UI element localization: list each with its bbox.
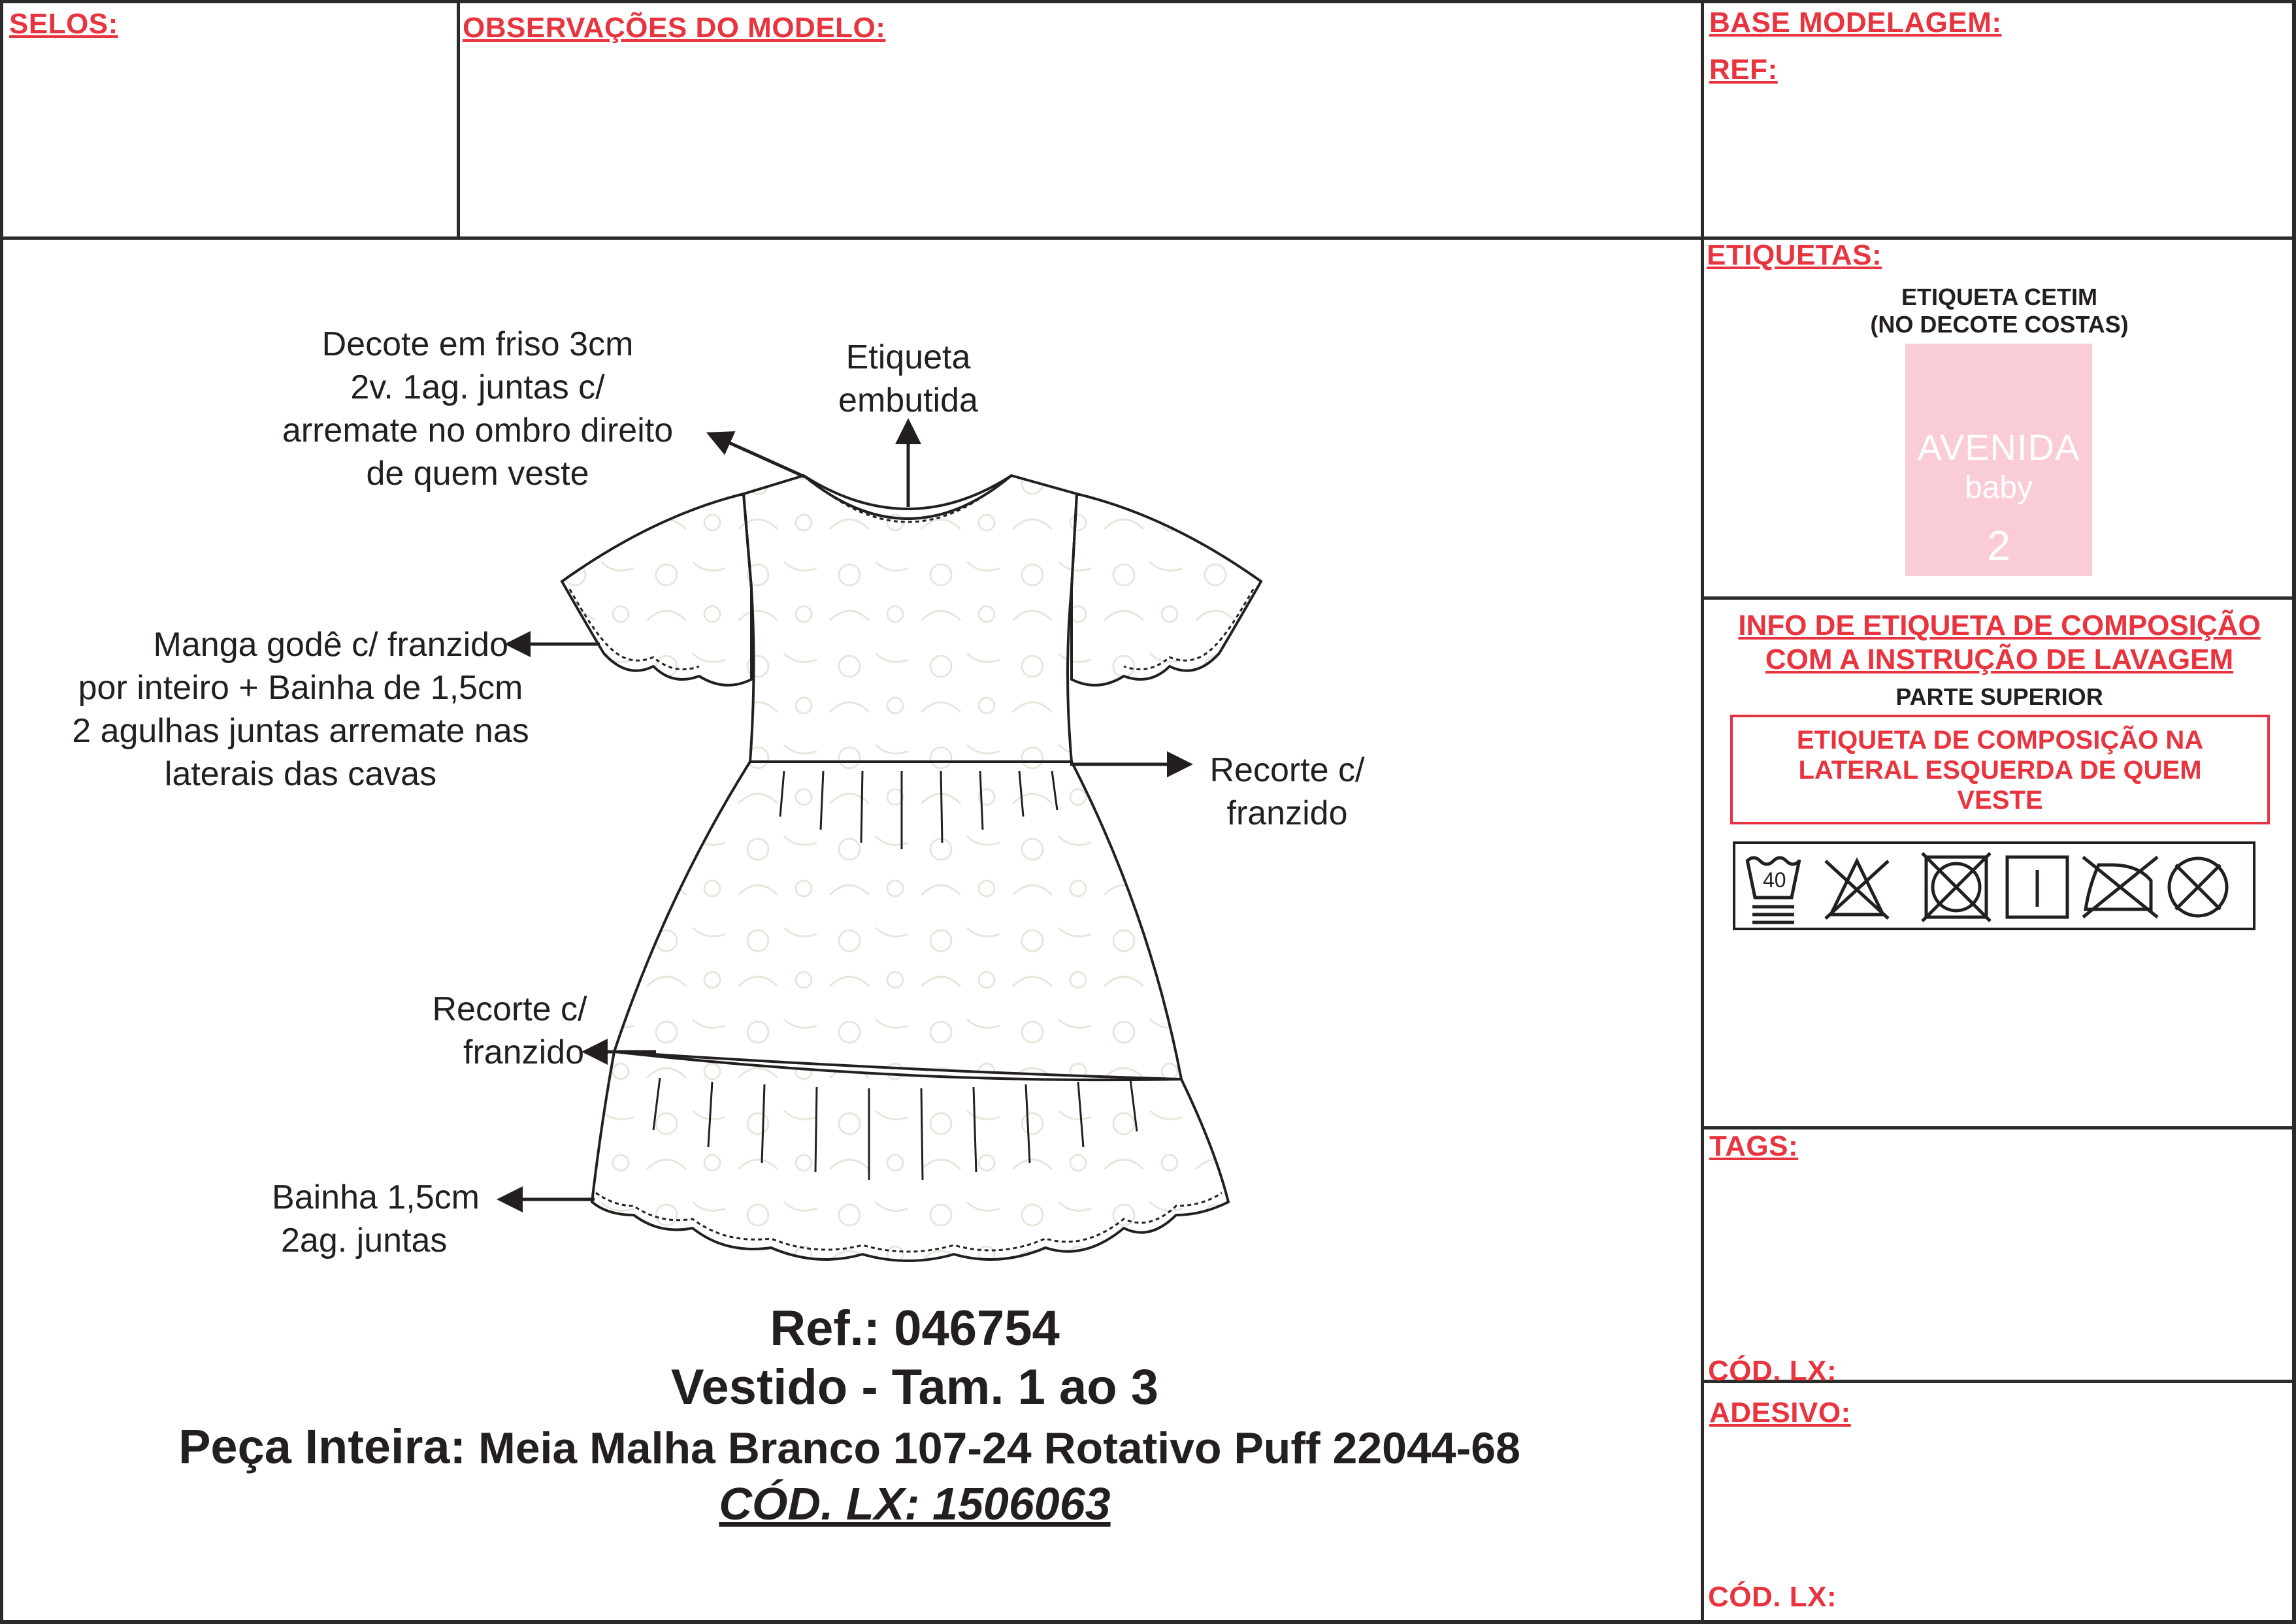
product-cod: CÓD. LX: 1506063 bbox=[719, 1478, 1111, 1529]
observacoes-heading: OBSERVAÇÕES DO MODELO: bbox=[463, 12, 886, 44]
product-fabric bbox=[65, 1419, 1633, 1474]
callout-decote-line: Decote em friso 3cm bbox=[321, 325, 634, 363]
brand-sub: baby bbox=[1964, 470, 2033, 505]
wash-temp: 40 bbox=[1763, 868, 1786, 892]
ref-heading: REF: bbox=[1709, 54, 1778, 86]
callout-recorte-line: Recorte c/ bbox=[1209, 751, 1365, 789]
selos-heading: SELOS: bbox=[9, 8, 118, 40]
etiquetas-heading: ETIQUETAS: bbox=[1707, 239, 1882, 271]
care-symbols bbox=[1733, 841, 2255, 930]
callout-manga-line: por inteiro + Bainha de 1,5cm bbox=[78, 669, 523, 707]
adesivo-heading: ADESIVO: bbox=[1709, 1397, 1851, 1429]
callout-etiqueta-line: embutida bbox=[838, 382, 978, 419]
product-ref: Ref.: 046754 bbox=[770, 1301, 1060, 1356]
no-dry-clean-icon bbox=[2169, 858, 2227, 916]
callout-etiqueta-line: Etiqueta bbox=[845, 338, 971, 376]
callout-decote-line: arremate no ombro direito bbox=[282, 412, 674, 449]
callout-recorte-line: franzido bbox=[1226, 794, 1348, 832]
callout-recorte-left bbox=[405, 988, 614, 1074]
callout-manga-line: 2 agulhas juntas arremate nas bbox=[72, 712, 529, 750]
callout-manga-line: laterais das cavas bbox=[164, 755, 437, 793]
callout-bainha bbox=[248, 1176, 503, 1262]
no-bleach-icon bbox=[1826, 861, 1888, 918]
product-fabric-value: Meia Malha Branco 107-24 Rotativo Puff 22044-68 bbox=[466, 1423, 1520, 1473]
brand-size: 2 bbox=[1987, 522, 2010, 569]
line-dry-icon bbox=[2007, 857, 2067, 917]
callout-bainha-line: Bainha 1,5cm bbox=[272, 1178, 480, 1216]
dress-body bbox=[562, 476, 1261, 1261]
callout-recorte-right bbox=[1183, 749, 1392, 835]
callout-recorte-line: Recorte c/ bbox=[432, 990, 587, 1028]
brand-label bbox=[1905, 344, 2092, 576]
tags-cod: CÓD. LX: bbox=[1708, 1355, 1837, 1387]
brand-name: AVENIDA bbox=[1917, 427, 2080, 468]
callout-decote-line: 2v. 1ag. juntas c/ bbox=[350, 368, 605, 406]
no-tumble-dry-icon bbox=[1922, 853, 1990, 921]
callout-etiqueta bbox=[778, 336, 1039, 422]
product-name: Vestido - Tam. 1 ao 3 bbox=[670, 1359, 1159, 1415]
parte-superior-text: PARTE SUPERIOR bbox=[1895, 683, 2103, 710]
composicao-box-line-2: LATERAL ESQUERDA DE QUEM bbox=[1798, 756, 2202, 785]
adesivo-cod: CÓD. LX: bbox=[1708, 1581, 1837, 1613]
composicao-title-1: INFO DE ETIQUETA DE COMPOSIÇÃO bbox=[1738, 609, 2261, 641]
callout-manga bbox=[26, 623, 575, 796]
divider-etiquetas bbox=[1702, 596, 2296, 600]
composicao-box-line-1: ETIQUETA DE COMPOSIÇÃO NA bbox=[1796, 726, 2204, 755]
callout-decote-line: de quem veste bbox=[366, 455, 589, 493]
base-modelagem-heading: BASE MODELAGEM: bbox=[1709, 7, 2002, 39]
no-iron-icon bbox=[2083, 857, 2157, 917]
divider-tags bbox=[1702, 1126, 2296, 1129]
composicao-title-2: COM A INSTRUÇÃO DE LAVAGEM bbox=[1765, 643, 2234, 675]
etiqueta-cetim-text: ETIQUETA CETIM bbox=[1901, 284, 2097, 310]
callout-manga-line: Manga godê c/ franzido bbox=[153, 626, 508, 664]
etiqueta-decote-text: (NO DECOTE COSTAS) bbox=[1870, 311, 2129, 338]
callout-decote bbox=[220, 323, 736, 495]
callout-recorte-line: franzido bbox=[463, 1033, 584, 1071]
callout-bainha-line: 2ag. juntas bbox=[281, 1222, 448, 1259]
composicao-box-line-3: VESTE bbox=[1957, 786, 2043, 815]
product-fabric-label: Peça Inteira: bbox=[178, 1420, 467, 1474]
tags-heading: TAGS: bbox=[1709, 1130, 1799, 1162]
